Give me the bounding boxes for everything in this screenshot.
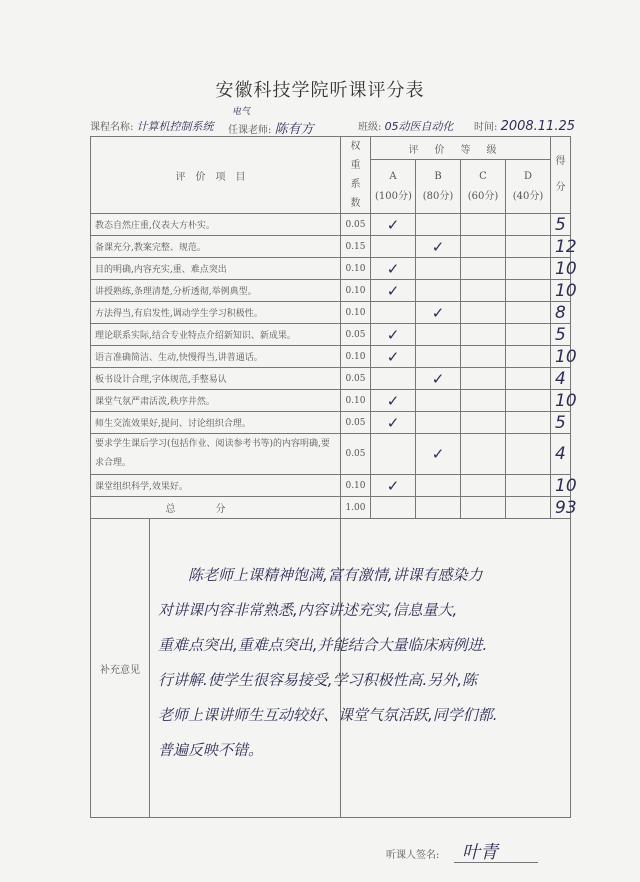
check-mark-b: ✓ [416, 302, 461, 324]
course-field [90, 118, 214, 134]
grade-cell-d [506, 368, 551, 390]
grade-cell-d [506, 475, 551, 497]
grade-cell-c [461, 280, 506, 302]
weight-value: 0.15 [341, 236, 371, 258]
weight-value: 0.05 [341, 434, 371, 475]
score-value: 10 [551, 280, 571, 302]
course-note: 电气 [232, 107, 251, 117]
evaluation-item: 讲授熟练,条理清楚,分析透彻,举例典型。 [91, 280, 341, 302]
item-header: 评价项目 [91, 137, 341, 214]
evaluation-item: 要求学生课后学习(包括作业、阅读参考书等)的内容明确,要求合理。 [91, 434, 341, 475]
evaluation-item: 师生交流效果好,提问、讨论组织合理。 [91, 412, 341, 434]
grade-letter: B [434, 170, 442, 182]
score-value: 5 [551, 214, 571, 236]
check-mark-a: ✓ [371, 390, 416, 412]
supplement-label-box [91, 519, 150, 817]
check-mark-a: ✓ [371, 280, 416, 302]
evaluation-item: 课堂组织科学,效果好。 [91, 475, 341, 497]
grade-cell-c [461, 302, 506, 324]
grade-cell-a [371, 434, 416, 475]
grade-cell-b [416, 346, 461, 368]
weight-value: 0.10 [341, 475, 371, 497]
grade-cell-b [416, 475, 461, 497]
grade-cell-c [461, 236, 506, 258]
grade-letter: D [523, 170, 533, 182]
grade-cell-c [461, 258, 506, 280]
grade-points: (60分) [467, 190, 499, 202]
course-label: 课程名称: [90, 122, 134, 133]
grade-cell-b [416, 412, 461, 434]
score-value: 8 [551, 302, 571, 324]
score-value: 10 [551, 258, 571, 280]
course-value: 计算机控制系统 [136, 120, 214, 133]
grade-cell-b [416, 324, 461, 346]
grade-cell-d [506, 324, 551, 346]
evaluation-item: 备课充分,教案完整、规范。 [91, 236, 341, 258]
score-value: 4 [551, 434, 571, 475]
check-mark-b: ✓ [416, 236, 461, 258]
evaluation-row [91, 412, 571, 434]
weight-value: 0.05 [341, 214, 371, 236]
evaluation-item: 目的明确,内容充实,重、难点突出 [91, 258, 341, 280]
grade-cell-d [506, 390, 551, 412]
weight-value: 0.10 [341, 258, 371, 280]
score-value: 10 [551, 346, 571, 368]
grade-cell-c [461, 346, 506, 368]
check-mark-a: ✓ [371, 214, 416, 236]
evaluation-row [91, 434, 571, 475]
grade-points: (100分) [375, 190, 412, 202]
grade-cell-c [461, 475, 506, 497]
weight-value: 0.10 [341, 390, 371, 412]
grade-cell-b [416, 258, 461, 280]
check-mark-a: ✓ [371, 258, 416, 280]
grade-cell-b [416, 280, 461, 302]
check-mark-a: ✓ [371, 475, 416, 497]
grade-cell-c [461, 390, 506, 412]
grade-cell-c [461, 324, 506, 346]
score-header: 得分 [551, 137, 571, 214]
grade-cell-d [506, 302, 551, 324]
score-value: 10 [551, 475, 571, 497]
comment-line: 行讲解.使学生很容易接受,学习积极性高.另外,陈 [158, 671, 478, 689]
evaluation-row [91, 302, 571, 324]
signature-label: 听课人签名: [386, 850, 440, 861]
evaluation-row [91, 280, 571, 302]
evaluation-row [91, 346, 571, 368]
score-value: 4 [551, 368, 571, 390]
evaluation-row [91, 214, 571, 236]
weight-value: 0.05 [341, 324, 371, 346]
evaluation-row [91, 258, 571, 280]
evaluation-item: 方法得当,有启发性,调动学生学习积极性。 [91, 302, 341, 324]
total-score: 93 [551, 497, 571, 519]
score-value: 12 [551, 236, 571, 258]
grade-cell-c [461, 368, 506, 390]
score-value: 5 [551, 324, 571, 346]
total-row [91, 497, 571, 519]
grade-cell-d [506, 280, 551, 302]
time-label: 时间: [474, 122, 498, 133]
supplement-comment [158, 558, 568, 768]
comment-line: 普遍反映不错。 [158, 741, 264, 759]
grade-level-d [506, 160, 551, 214]
grade-cell-b [416, 214, 461, 236]
total-label: 总分 [91, 497, 341, 519]
grade-cell-c [461, 412, 506, 434]
evaluation-rows [91, 214, 577, 497]
check-mark-b: ✓ [416, 434, 461, 475]
class-value: 05动医自动化 [384, 120, 454, 133]
time-field [474, 118, 575, 134]
evaluation-item: 课堂气氛严肃活泼,秩序井然。 [91, 390, 341, 412]
comment-line: 老师上课讲师生互动较好、课堂气氛活跃,同学们都. [158, 706, 498, 724]
evaluation-row [91, 368, 571, 390]
score-value: 5 [551, 412, 571, 434]
grade-cell-a [371, 302, 416, 324]
grade-letter: A [389, 170, 397, 182]
grade-header: 评价等级 [371, 137, 551, 160]
evaluation-item: 理论联系实际,结合专业特点介绍新知识、新成果。 [91, 324, 341, 346]
grade-level-b [416, 160, 461, 214]
class-label: 班级: [358, 122, 382, 133]
score-value: 10 [551, 390, 571, 412]
evaluation-item: 语言准确简洁、生动,快慢得当,讲普通话。 [91, 346, 341, 368]
grade-letter: C [479, 170, 487, 182]
check-mark-b: ✓ [416, 368, 461, 390]
grade-level-a [371, 160, 416, 214]
grade-cell-d [506, 346, 551, 368]
form-title: 安徽科技学院听课评分表 [215, 80, 425, 101]
comment-line: 对讲课内容非常熟悉,内容讲述充实,信息量大, [158, 601, 458, 619]
grade-cell-c [461, 434, 506, 475]
teacher-value: 陈有方 [274, 122, 314, 137]
grade-level-c [461, 160, 506, 214]
comment-line: 陈老师上课精神饱满,富有激情,讲课有感染力 [188, 566, 483, 584]
supplement-label: 补充意见 [100, 664, 140, 676]
comment-line: 重难点突出,重难点突出,并能结合大量临床病例进. [158, 636, 488, 654]
evaluation-item: 教态自然庄重,仪表大方朴实。 [91, 214, 341, 236]
evaluation-row [91, 475, 571, 497]
check-mark-a: ✓ [371, 346, 416, 368]
teacher-field [228, 118, 314, 137]
signature-value: 叶青 [462, 842, 498, 863]
grade-cell-d [506, 258, 551, 280]
evaluation-row [91, 236, 571, 258]
grade-cell-d [506, 412, 551, 434]
check-mark-a: ✓ [371, 412, 416, 434]
total-weight: 1.00 [341, 497, 371, 519]
check-mark-a: ✓ [371, 324, 416, 346]
weight-value: 0.10 [341, 302, 371, 324]
time-value: 2008.11.25 [500, 119, 575, 134]
weight-value: 0.10 [341, 346, 371, 368]
weight-value: 0.10 [341, 280, 371, 302]
grade-cell-d [506, 236, 551, 258]
evaluation-row [91, 390, 571, 412]
weight-header: 权重系数 [341, 137, 371, 214]
grade-cell-a [371, 236, 416, 258]
evaluation-item: 板书设计合理,字体规范,手整易认 [91, 368, 341, 390]
grade-cell-c [461, 214, 506, 236]
weight-value: 0.05 [341, 368, 371, 390]
weight-value: 0.05 [341, 412, 371, 434]
grade-points: (40分) [512, 190, 544, 202]
teacher-label: 任课老师: [228, 125, 272, 136]
grade-cell-d [506, 214, 551, 236]
grade-cell-d [506, 434, 551, 475]
evaluation-row [91, 324, 571, 346]
signature-line [454, 862, 538, 863]
grade-cell-a [371, 368, 416, 390]
grade-points: (80分) [422, 190, 454, 202]
grade-cell-b [416, 390, 461, 412]
class-field [358, 118, 454, 134]
